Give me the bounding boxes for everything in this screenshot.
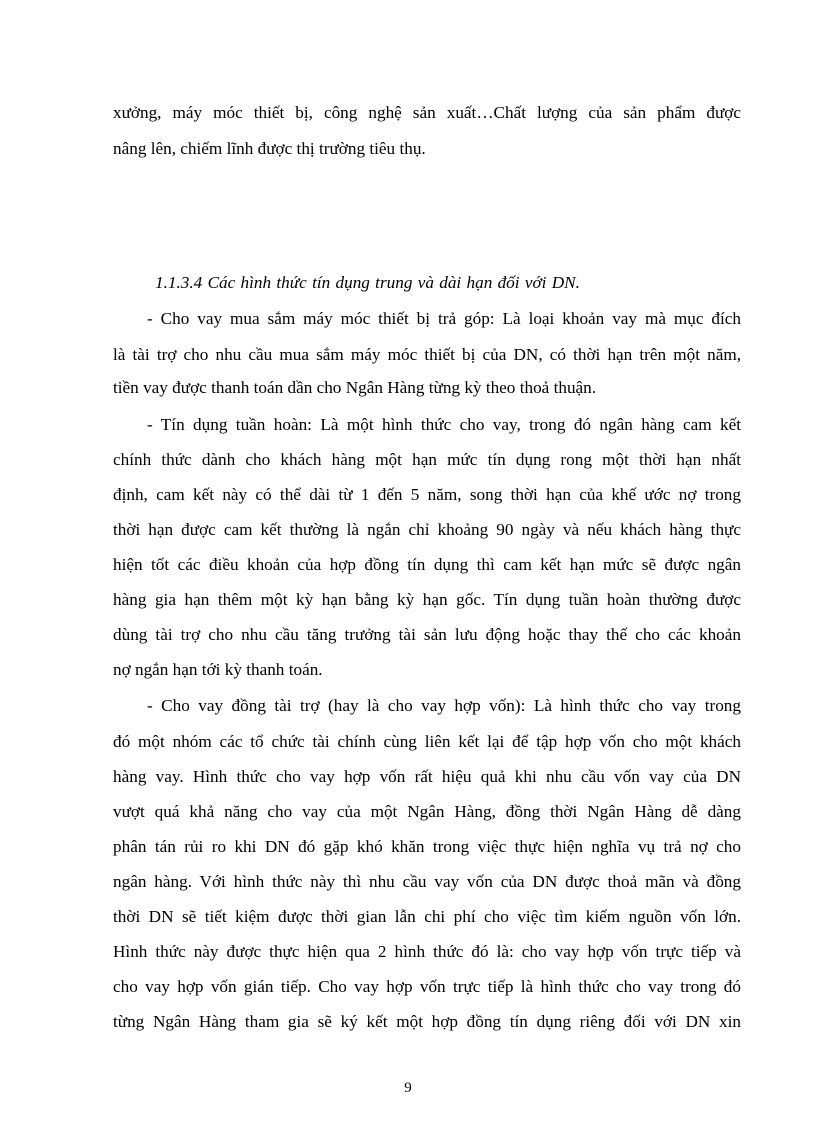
text-line: ngân hàng. Với hình thức này thì nhu cầu vay vốn của DN được thoả mãn và đồng <box>113 872 741 891</box>
text-line: đó một nhóm các tổ chức tài chính cùng liên kết lại để tập hợp vốn cho một khách <box>113 732 741 751</box>
text-line: dùng tài trợ cho nhu cầu tăng trưởng tài sản lưu động hoặc thay thế cho các khoản <box>113 625 741 644</box>
text-line: thời hạn được cam kết thường là ngắn chỉ khoảng 90 ngày và nếu khách hàng thực <box>113 520 741 539</box>
page-number: 9 <box>404 1080 412 1096</box>
text-line: là tài trợ cho nhu cầu mua sắm máy móc thiết bị của DN, có thời hạn trên một năm, <box>113 345 741 364</box>
text-line: định, cam kết này có thể dài từ 1 đến 5 năm, song thời hạn của khế ước nợ trong <box>113 485 741 504</box>
text-line: từng Ngân Hàng tham gia sẽ ký kết một hợp đồng tín dụng riêng đối với DN xin <box>113 1012 741 1031</box>
text-line: vượt quá khả năng cho vay của một Ngân Hàng, đồng thời Ngân Hàng dễ dàng <box>113 802 741 821</box>
text-line: Hình thức này được thực hiện qua 2 hình thức đó là: cho vay hợp vốn trực tiếp và <box>113 942 741 961</box>
section-heading: 1.1.3.4 Các hình thức tín dụng trung và dài hạn đối với DN. <box>155 273 580 292</box>
text-line: - Tín dụng tuần hoàn: Là một hình thức cho vay, trong đó ngân hàng cam kết <box>147 415 741 434</box>
text-line: phân tán rủi ro khi DN đó gặp khó khăn trong việc thực hiện nghĩa vụ trả nợ cho <box>113 837 741 856</box>
text-line: hàng gia hạn thêm một kỳ hạn bằng kỳ hạn gốc. Tín dụng tuần hoàn thường được <box>113 590 741 609</box>
text-line: nâng lên, chiếm lĩnh được thị trường tiêu thụ. <box>113 139 426 158</box>
text-line: tiền vay được thanh toán dần cho Ngân Hàng từng kỳ theo thoả thuận. <box>113 378 597 397</box>
text-line: chính thức dành cho khách hàng một hạn mức tín dụng rong một thời hạn nhất <box>113 450 741 469</box>
text-line: - Cho vay đồng tài trợ (hay là cho vay hợp vốn): Là hình thức cho vay trong <box>147 696 741 715</box>
text-line: nợ ngắn hạn tới kỳ thanh toán. <box>113 660 323 679</box>
text-line: hiện tốt các điều khoản của hợp đồng tín dụng thì cam kết hạn mức sẽ được ngân <box>113 555 741 574</box>
text-line: cho vay hợp vốn gián tiếp. Cho vay hợp vốn trực tiếp là hình thức cho vay trong đó <box>113 977 741 996</box>
text-line: hàng vay. Hình thức cho vay hợp vốn rất hiệu quả khi nhu cầu vốn vay của DN <box>113 767 741 786</box>
text-line: - Cho vay mua sắm máy móc thiết bị trả góp: Là loại khoản vay mà mục đích <box>147 309 741 328</box>
text-line: xưởng, máy móc thiết bị, công nghệ sản xuất…Chất lượng của sản phẩm được <box>113 103 741 122</box>
text-line: thời DN sẽ tiết kiệm được thời gian lẫn chi phí cho việc tìm kiếm nguồn vốn lớn. <box>113 907 741 926</box>
